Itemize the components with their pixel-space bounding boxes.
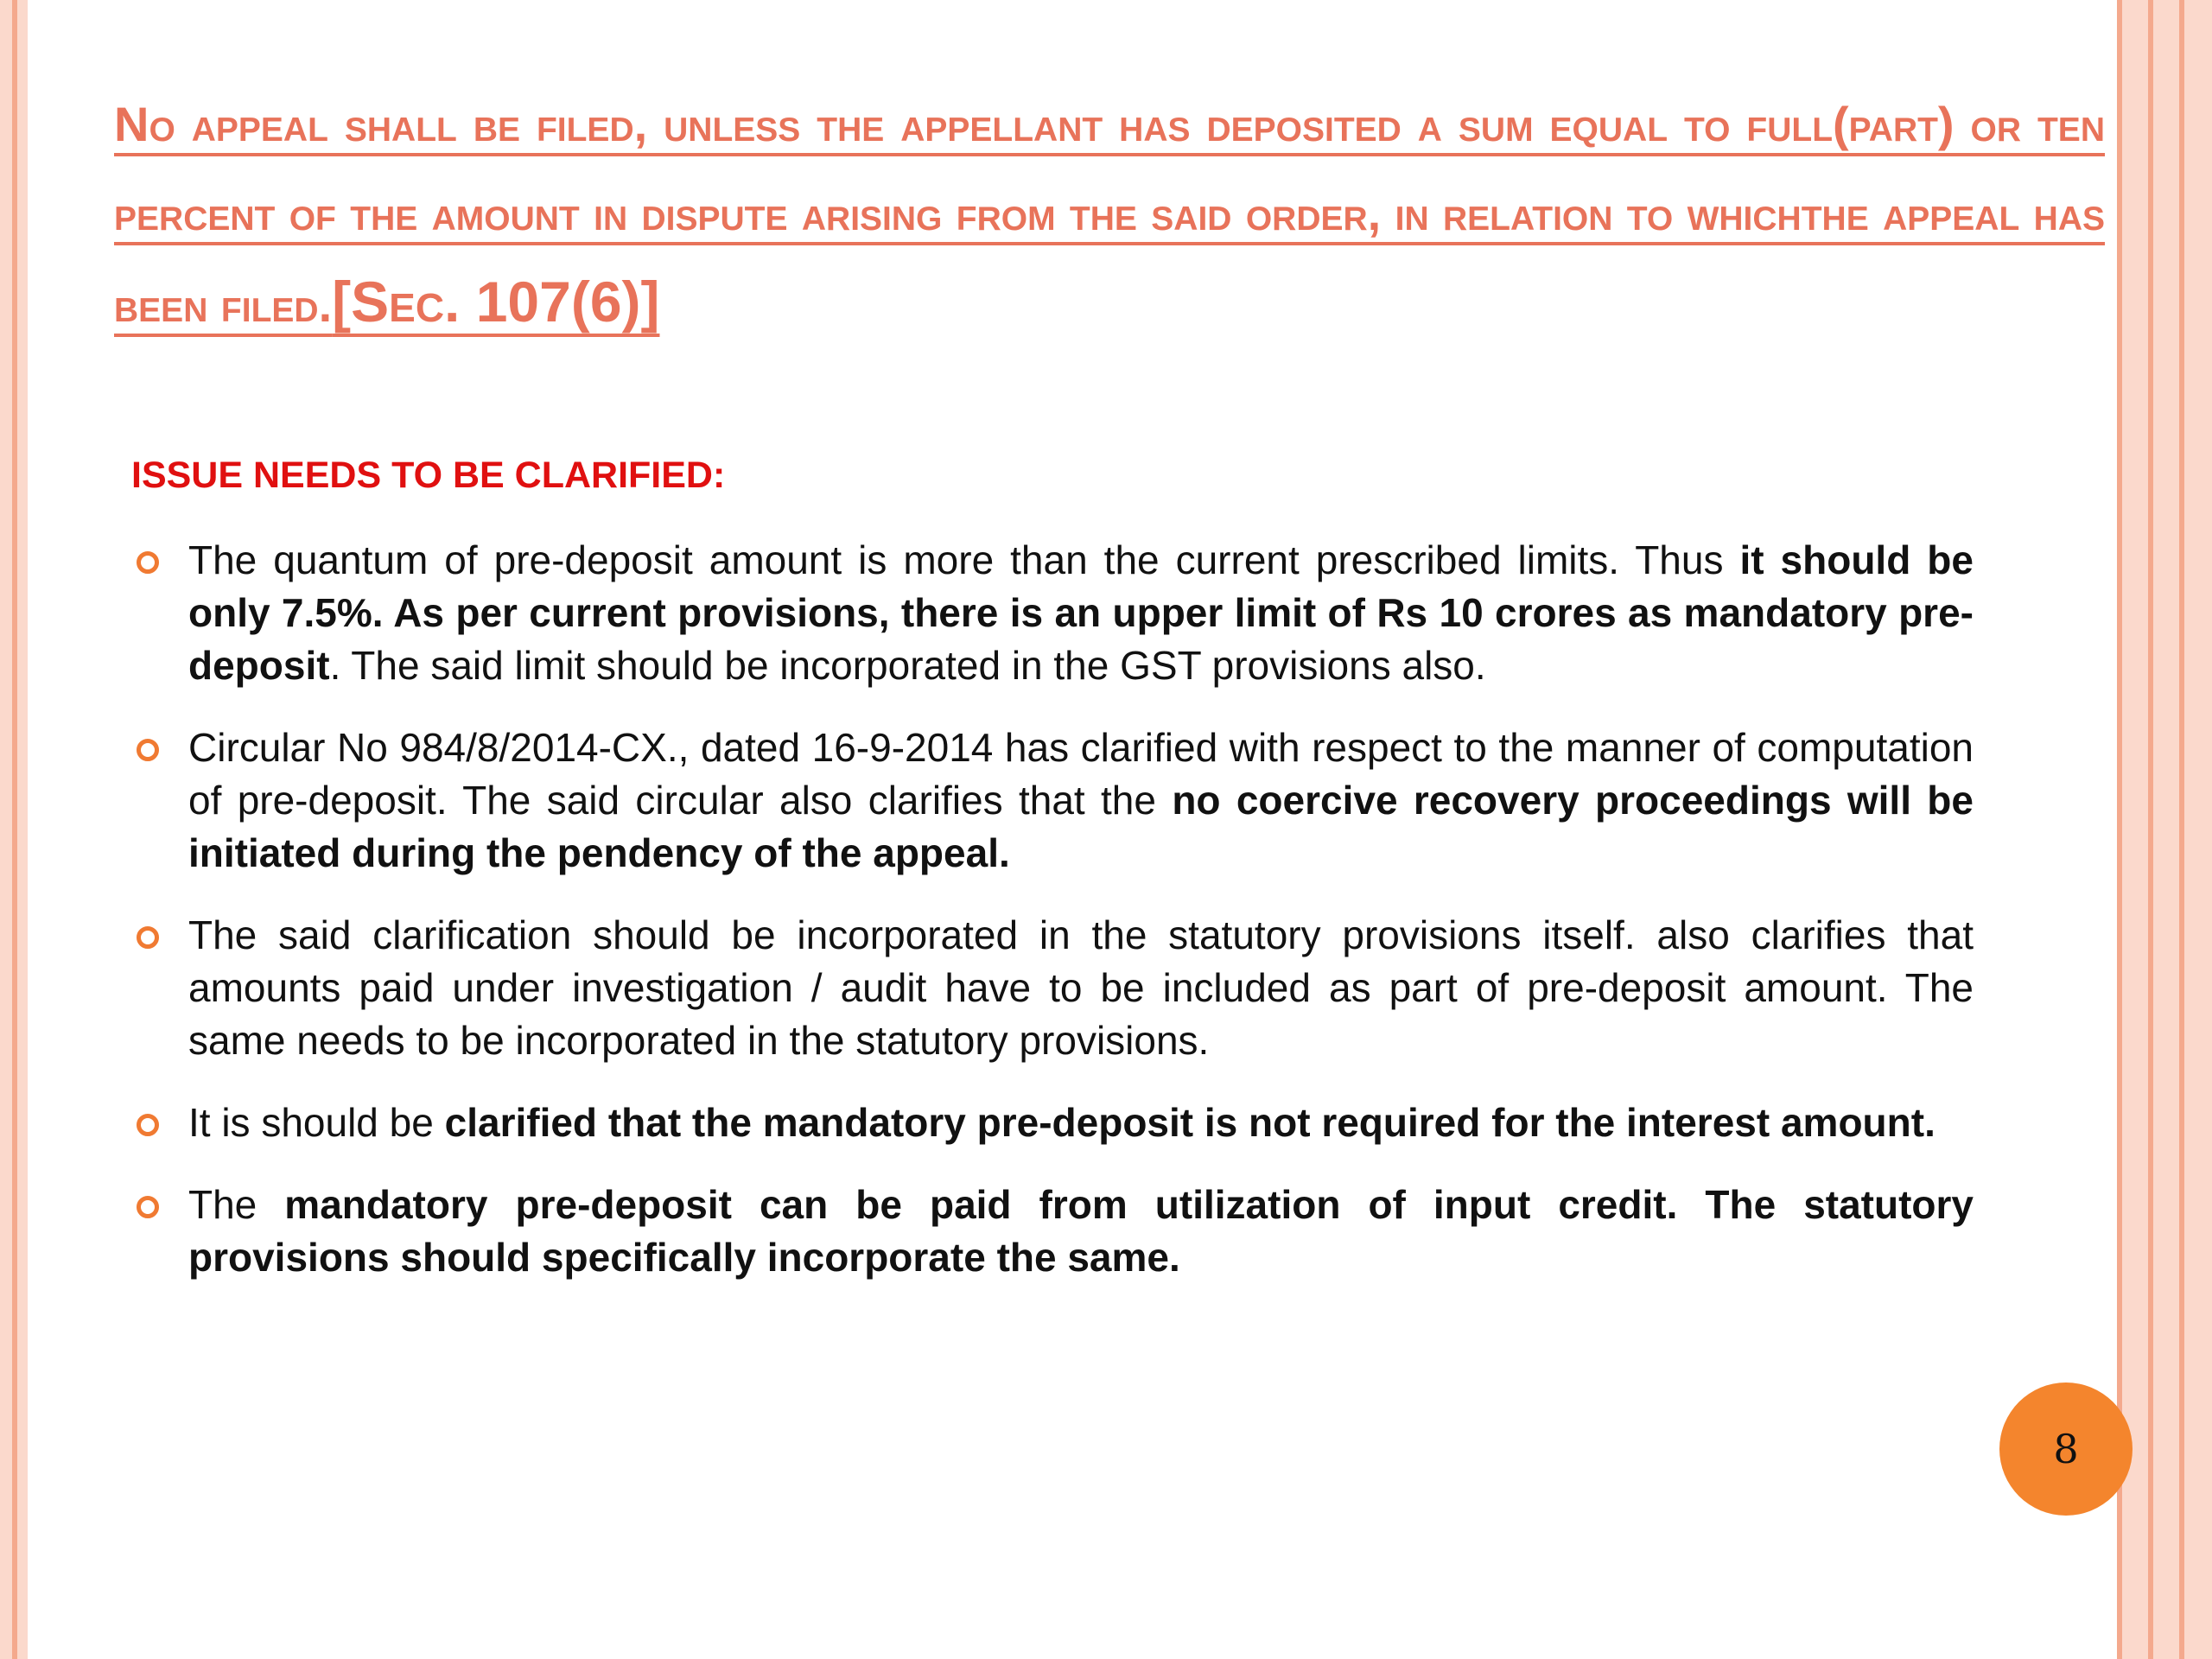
right-border-line [2179, 0, 2184, 1659]
left-border-decoration [0, 0, 28, 1659]
list-item [114, 534, 1974, 692]
bullet-circle-icon [137, 1114, 159, 1136]
right-border-decoration [2117, 0, 2212, 1659]
bullet-text: The said clarification should be incorporated in the statutory provisions itself. also clarifies that amounts paid under investigation / audit have to be included as part of pre-deposit amount. The same needs to be incorporated in the statutory provisions. [188, 912, 1974, 1063]
list-item [114, 721, 1974, 880]
page-number: 8 [2053, 1426, 2079, 1472]
left-border-line [12, 0, 17, 1659]
issue-bullet-list [114, 534, 1974, 1313]
bullet-bold-text: clarified that the mandatory pre-deposit is not required for the interest amount. [444, 1100, 1936, 1145]
slide-title-text: No appeal shall be filed, unless the appellant has deposited a sum equal to full(part) or ten percent of the amount in dispute arising from the said order, in relation to whichthe appeal has been filed. [114, 97, 2105, 332]
bullet-circle-icon [137, 1196, 159, 1218]
page-number-badge [1999, 1382, 2133, 1516]
list-item [114, 1179, 1974, 1284]
bullet-circle-icon [137, 739, 159, 761]
bullet-text: The quantum of pre-deposit amount is more than the current prescribed limits. Thus [188, 537, 1740, 582]
bullet-text: . The said limit should be incorporated in the GST provisions also. [329, 643, 1486, 688]
bullet-bold-text: it should be only 7.5%. As per current provisions, there is an upper limit of Rs 10 crores as mandatory pre-deposit [188, 537, 1974, 688]
bullet-circle-icon [137, 551, 159, 574]
bullet-text: Circular No 984/8/2014-CX., dated 16-9-2014 has clarified with respect to the manner of computation of pre-deposit. The said circular also clarifies that the [188, 725, 1974, 823]
bullet-bold-text: no coercive recovery proceedings will be initiated during the pendency of the appeal. [188, 778, 1974, 875]
bullet-text: The [188, 1182, 285, 1227]
slide-title [114, 79, 2105, 349]
bullet-circle-icon [137, 926, 159, 949]
bullet-bold-text: mandatory pre-deposit can be paid from utilization of input credit. The statutory provisions should specifically incorporate the same. [188, 1182, 1974, 1280]
bullet-text: It is should be [188, 1100, 445, 1145]
issue-subheading: ISSUE NEEDS TO BE CLARIFIED: [131, 454, 726, 496]
right-border-line [2148, 0, 2153, 1659]
slide-title-section-ref: [Sec. 107(6)] [332, 270, 660, 334]
list-item [114, 909, 1974, 1067]
list-item [114, 1096, 1974, 1149]
slide [28, 0, 2117, 1659]
